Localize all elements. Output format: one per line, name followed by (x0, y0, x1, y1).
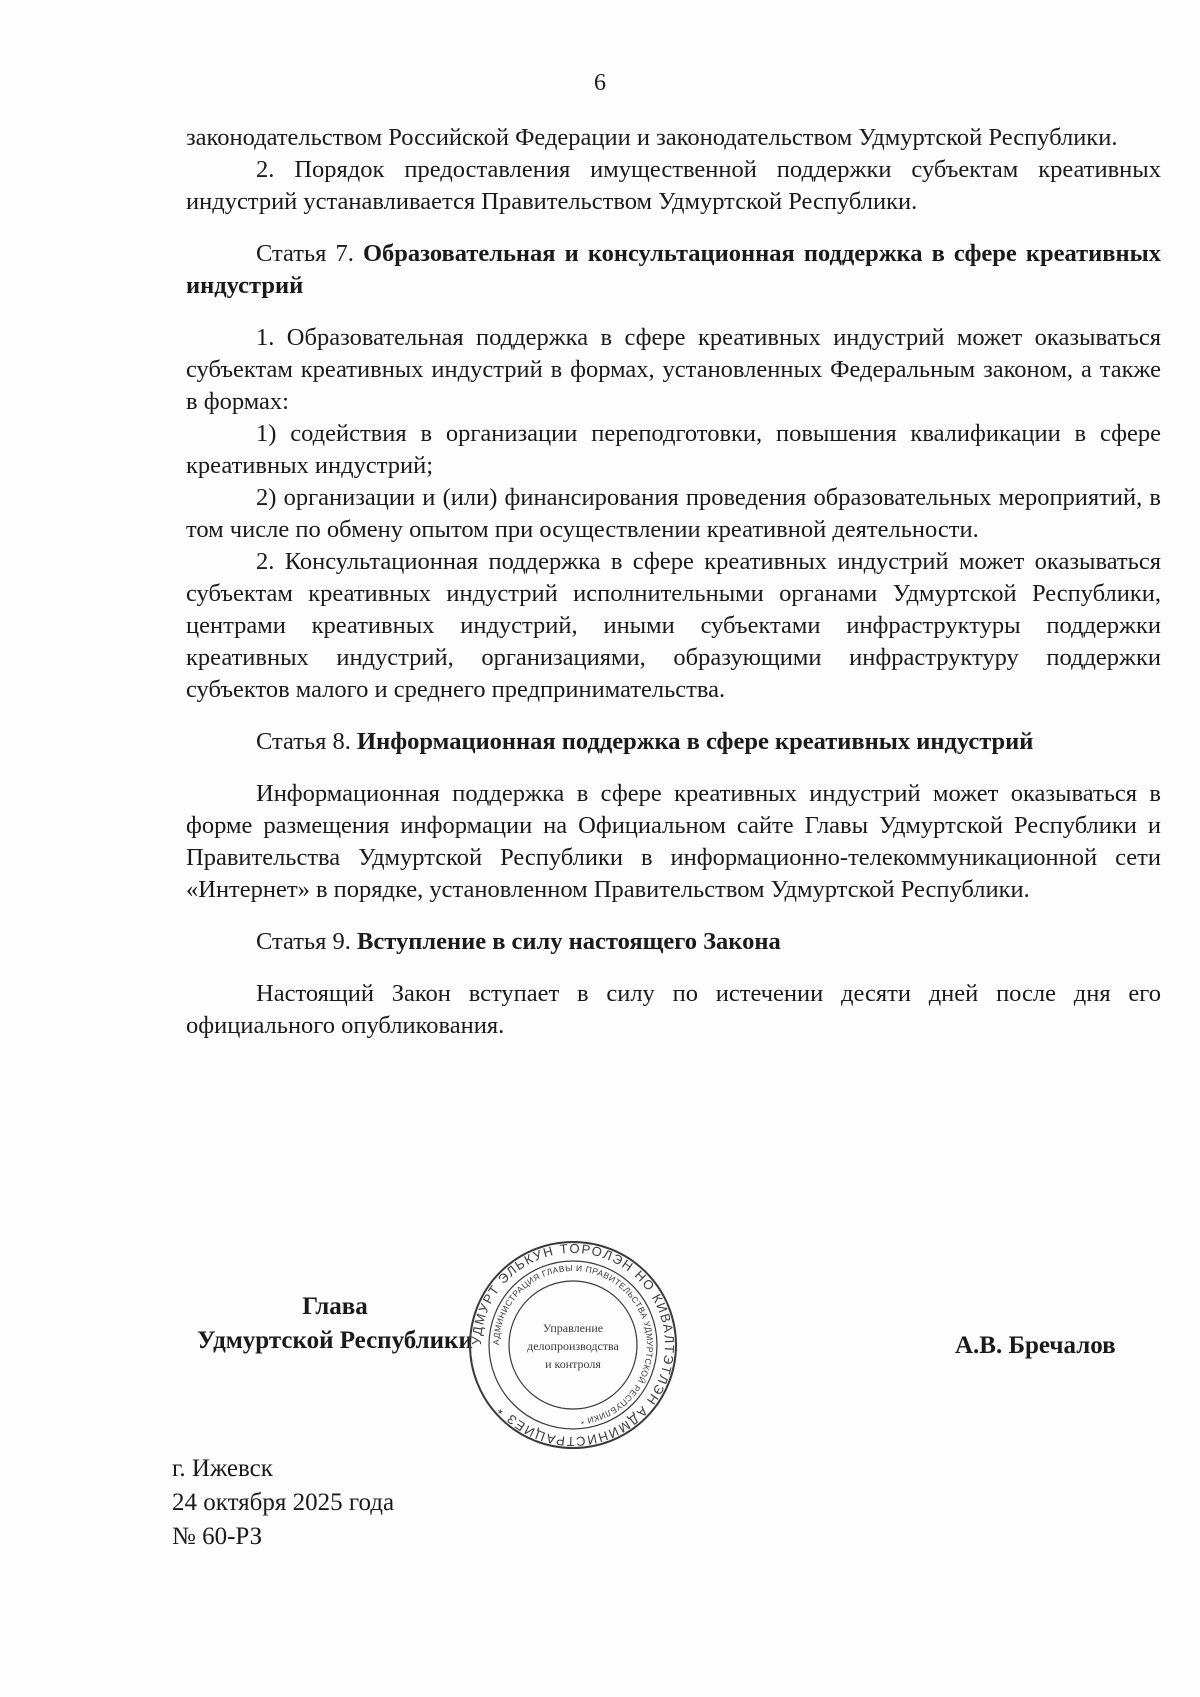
paragraph: 2. Порядок предоставления имущественной поддержки субъектам креативных индустрий устанавливается Правительством Удмуртской Республики. (186, 156, 1161, 215)
article-7-heading (186, 238, 1161, 302)
article-title: Образовательная и консультационная поддержка в сфере креативных индустрий (186, 240, 1161, 299)
article-title: Вступление в силу настоящего Закона (357, 928, 781, 955)
document-footer (172, 1452, 394, 1554)
article-title: Информационная поддержка в сфере креативных индустрий (357, 728, 1034, 755)
article-label: Статья 8. (256, 728, 351, 755)
paragraph: 2. Консультационная поддержка в сфере креативных индустрий может оказываться субъектам креативных индустрий исполнительными органами Удмуртской Республики, центрами креативных индустрий, иными субъектами инфраструктуры поддержки креативных индустрий, организациями, образующими инфраструктуру поддержки субъектов малого и среднего предпринимательства. (186, 548, 1161, 703)
seal-center-text: Управление (542, 1321, 604, 1335)
paragraph: 1. Образовательная поддержка в сфере креативных индустрий может оказываться субъектам креативных индустрий в формах, установленных Федеральным законом, а также в формах: (186, 324, 1161, 415)
official-seal (468, 1240, 678, 1450)
document-body (186, 122, 1161, 1042)
article-label: Статья 9. (256, 928, 351, 955)
seal-inner-text: АДМИНИСТРАЦИЯ ГЛАВЫ И ПРАВИТЕЛЬСТВА УДМУРТСКОЙ РЕСПУБЛИКИ * (490, 1262, 656, 1427)
seal-outer-text: УДМУРТ ЭЛЬКУН ТӦРОЛЭН НО КИВАЛТЭТЛЭН АДМИНИСТРАЦИЕЗ * (468, 1240, 678, 1450)
paragraph: законодательством Российской Федерации и законодательством Удмуртской Республики. (186, 124, 1118, 151)
paragraph: 1) содействия в организации переподготовки, повышения квалификации в сфере креативных индустрий; (186, 420, 1161, 479)
seal-center-text: и контроля (545, 1357, 601, 1371)
signatory-title-line: Удмуртской Республики (197, 1327, 473, 1354)
date: 24 октября 2025 года (172, 1489, 395, 1516)
article-9-heading (186, 926, 1161, 958)
seal-center-text: делопроизводства (527, 1339, 619, 1353)
page-number: 6 (594, 70, 606, 96)
paragraph: 2) организации и (или) финансирования проведения образовательных мероприятий, в том числе по обмену опытом при осуществлении креативной деятельности. (186, 484, 1161, 543)
paragraph: Информационная поддержка в сфере креативных индустрий может оказываться в форме размещения информации на Официальном сайте Главы Удмуртской Республики и Правительства Удмуртской Республики в информационно-телекоммуникационной сети «Интернет» в порядке, установленном Правительством Удмуртской Республики. (186, 780, 1161, 903)
signatory-title-line: Глава (302, 1293, 368, 1320)
signatory-title (170, 1290, 500, 1358)
law-number: № 60-РЗ (172, 1523, 263, 1550)
article-8-heading (186, 726, 1161, 758)
city: г. Ижевск (172, 1455, 273, 1482)
signatory-name: А.В. Бречалов (955, 1332, 1116, 1359)
paragraph: Настоящий Закон вступает в силу по истечении десяти дней после дня его официального опубликования. (186, 980, 1161, 1039)
article-label: Статья 7. (256, 240, 354, 267)
